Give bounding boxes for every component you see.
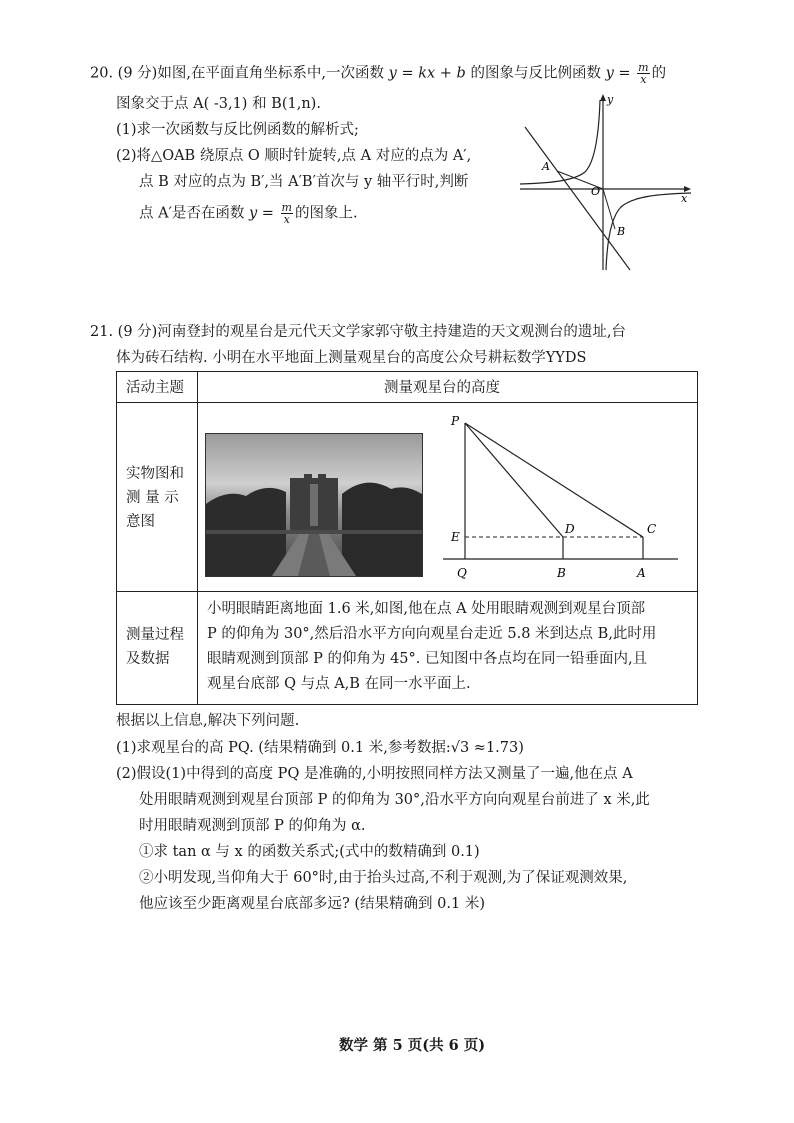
y-axis-arrow: [600, 94, 606, 101]
label-b: B: [617, 225, 626, 238]
linear-function-formula: y = kx + b: [388, 65, 466, 82]
measurement-diagram: [443, 411, 678, 591]
label-e: E: [451, 530, 460, 544]
activity-table: [116, 371, 698, 705]
table-header-theme-label: 活动主题: [117, 372, 198, 403]
table-figure-label: 实物图和 测 量 示 意图: [117, 403, 198, 592]
q21-part-2c: 时用眼睛观测到顶部 P 的仰角为 α.: [139, 818, 366, 834]
q20-coordinate-graph: [515, 92, 695, 272]
linear-function-line: [525, 127, 630, 270]
segment-ob: [603, 189, 615, 229]
q20-line-1: 20. (9 分)如图,在平面直角坐标系中,一次函数 y = kx + b 的图象与反比例函数 y = $\frac{m}{x}$ 的: [90, 61, 667, 86]
trees-right: [342, 483, 422, 576]
sight-line-pc: [465, 423, 643, 537]
q20-part-2c: 点 A′是否在函数 y = $\frac{m}{x}$ 的图象上.: [139, 201, 358, 226]
label-q: Q: [457, 566, 467, 580]
label-x: x: [681, 192, 688, 205]
q21-part-1: (1)求观星台的高 PQ. (结果精确到 0.1 米,参考数据:√3 ≈1.73): [116, 740, 524, 756]
label-p: P: [451, 414, 460, 428]
sight-line-pd: [465, 423, 563, 537]
fraction-m-over-x: $\frac{m}{x}$: [638, 61, 649, 86]
label-b-ground: B: [557, 566, 566, 580]
observatory-photo: [205, 433, 423, 577]
q21-intro-after-table: 根据以上信息,解决下列问题.: [116, 713, 300, 729]
q21-line-2: 体为砖石结构. 小明在水平地面上测量观星台的高度公众号耕耘数学YYDS: [116, 350, 587, 366]
label-a: A: [542, 160, 550, 173]
hyperbola-upper-left: [520, 100, 600, 184]
label-o: O: [591, 185, 601, 198]
q20-part-2b: 点 B 对应的点为 B′,当 A′B′首次与 y 轴平行时,判断: [139, 174, 469, 190]
q21-part-2d: ①求 tan α 与 x 的函数关系式;(式中的数精确到 0.1): [139, 844, 480, 860]
q21-part-2f: 他应该至少距离观星台底部多远? (结果精确到 0.1 米): [139, 896, 485, 912]
q21-line-1: 21. (9 分)河南登封的观星台是元代天文学家郭守敬主持建造的天文观测台的遗址,台: [90, 324, 626, 340]
q21-part-2a: (2)假设(1)中得到的高度 PQ 是准确的,小明按照同样方法又测量了一遍,他在点 A: [116, 766, 633, 782]
label-d: D: [565, 522, 575, 536]
fraction-m-over-x-2: $\frac{m}{x}$: [281, 201, 292, 226]
tower-slot: [310, 484, 318, 526]
q21-part-2b: 处用眼睛观测到观星台顶部 P 的仰角为 30°,沿水平方向向观星台前进了 x 米,此: [139, 792, 650, 808]
label-c: C: [647, 522, 657, 536]
table-figure-cell: [198, 403, 697, 592]
page-footer: 数学 第 5 页(共 6 页): [339, 1037, 486, 1054]
q20-part-2a: (2)将△OAB 绕原点 O 顺时针旋转,点 A 对应的点为 A′,: [116, 148, 472, 164]
table-header-theme-value: 测量观星台的高度: [198, 372, 697, 403]
table-process-label: 测量过程 及数据: [117, 592, 198, 704]
table-process-text: 小明眼睛距离地面 1.6 米,如图,他在点 A 处用眼睛观测到观星台顶部 P 的仰角为 30°,然后沿水平方向向观星台走近 5.8 米到达点 B,此时用 眼睛观测到顶部 P 的仰角为 45°. 已知图中各点均在同一铅垂面内,且 观星台底部 Q 与点 A,B 在同一水平面上.: [207, 601, 657, 692]
label-y: y: [607, 93, 614, 106]
q20-line-2: 图象交于点 A( -3,1) 和 B(1,n).: [116, 96, 321, 112]
q21-part-2e: ②小明发现,当仰角大于 60°时,由于抬头过高,不利于观测,为了保证观测效果,: [139, 870, 628, 886]
q20-part-1: (1)求一次函数与反比例函数的解析式;: [116, 122, 359, 138]
label-a-ground: A: [637, 566, 646, 580]
